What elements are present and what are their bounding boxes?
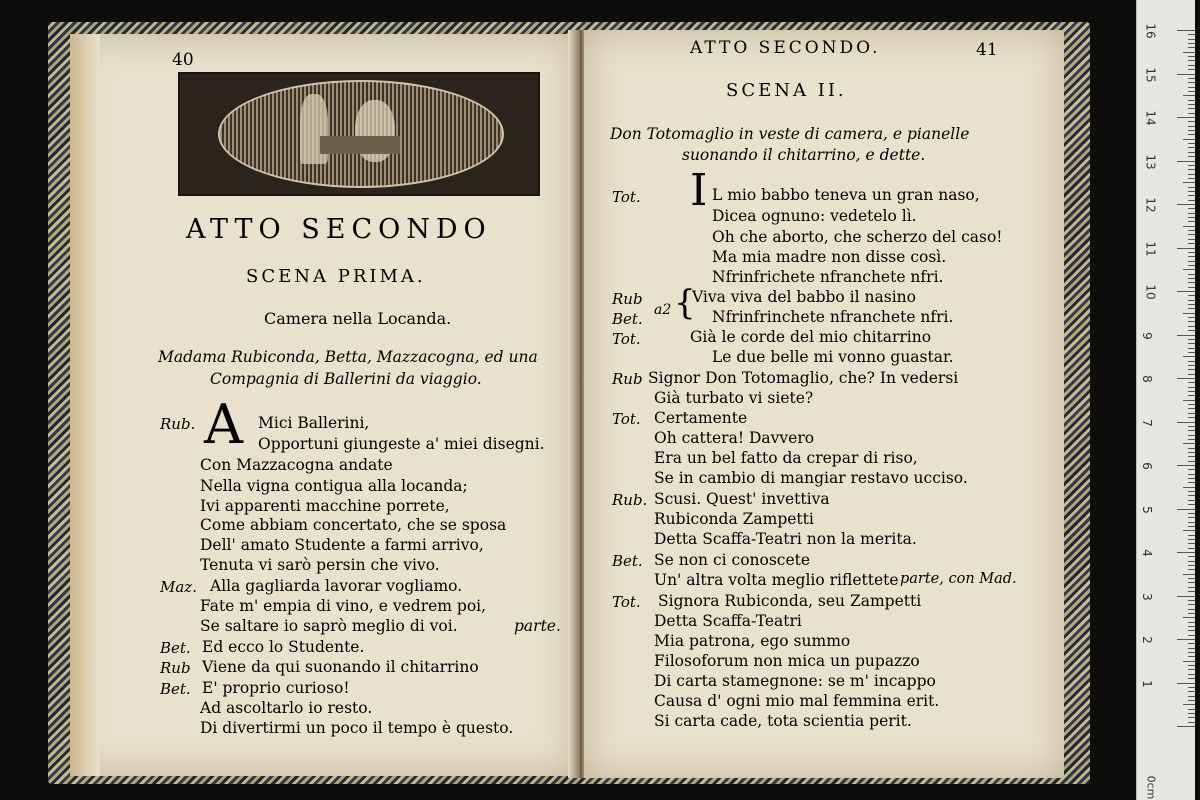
verse-line: Viva viva del babbo il nasino — [692, 288, 916, 306]
ruler-tick — [1177, 335, 1195, 336]
ruler-tick — [1188, 517, 1195, 518]
ruler-tick — [1188, 217, 1195, 218]
ruler-tick — [1188, 100, 1195, 101]
ruler-tick — [1188, 108, 1195, 109]
ruler-tick — [1188, 65, 1195, 66]
ruler-tick — [1188, 365, 1195, 366]
ruler-tick — [1188, 282, 1195, 283]
a-due-marker: a2 — [654, 302, 672, 318]
verse-line: Detta Scaffa-Teatri non la merita. — [654, 530, 917, 548]
ruler-tick — [1188, 435, 1195, 436]
verse-line: Mici Ballerini, — [258, 414, 370, 432]
ruler-tick — [1188, 374, 1195, 375]
ruler-tick — [1188, 413, 1195, 414]
verse-line: Già turbato vi siete? — [654, 389, 814, 407]
ruler-tick — [1188, 569, 1195, 570]
ruler-tick — [1188, 687, 1195, 688]
right-page-number: 41 — [976, 40, 998, 60]
ruler-tick — [1188, 426, 1195, 427]
ruler-tick — [1188, 348, 1195, 349]
ruler-tick — [1188, 543, 1195, 544]
ruler-tick — [1188, 713, 1195, 714]
ruler-tick — [1188, 408, 1195, 409]
verse-line: Si carta cade, tota scientia perit. — [654, 712, 912, 730]
ruler-tick — [1188, 256, 1195, 257]
ruler-number: 1 — [1139, 679, 1154, 688]
verse-line: Già le corde del mio chitarrino — [690, 328, 932, 346]
ruler-tick — [1188, 587, 1195, 588]
ruler-tick — [1188, 565, 1195, 566]
ruler-tick — [1183, 704, 1195, 705]
ruler-tick — [1188, 548, 1195, 549]
ruler-tick — [1188, 495, 1195, 496]
ruler-tick — [1177, 509, 1195, 510]
ruler-tick — [1188, 234, 1195, 235]
left-page-number: 40 — [172, 50, 194, 70]
speaker: Maz. — [160, 578, 197, 596]
ruler-tick — [1188, 47, 1195, 48]
ruler-number: 11 — [1143, 240, 1158, 257]
ruler-tick — [1188, 82, 1195, 83]
verse-line: Ed ecco lo Studente. — [202, 638, 365, 656]
stage-direction: parte, con Mad. — [900, 571, 1017, 587]
ruler-tick — [1188, 417, 1195, 418]
ruler-tick — [1188, 500, 1195, 501]
ruler-tick — [1188, 526, 1195, 527]
ruler-tick — [1188, 78, 1195, 79]
ruler-tick — [1188, 626, 1195, 627]
verse-line: Le due belle mi vonno guastar. — [712, 348, 954, 366]
ruler-tick — [1188, 665, 1195, 666]
ruler-tick — [1177, 161, 1195, 162]
ruler-tick — [1188, 87, 1195, 88]
ruler-tick — [1188, 504, 1195, 505]
verse-line: Se in cambio di mangiar restavo ucciso. — [654, 469, 968, 487]
ruler-tick — [1188, 678, 1195, 679]
ruler-tick — [1188, 691, 1195, 692]
verse-line: Causa d' ogni mio mal femmina erit. — [654, 692, 940, 710]
ruler-tick — [1177, 378, 1195, 379]
ruler-tick — [1188, 387, 1195, 388]
ruler-tick — [1188, 696, 1195, 697]
ruler-tick — [1188, 174, 1195, 175]
ruler-tick — [1188, 156, 1195, 157]
ruler-tick — [1183, 487, 1195, 488]
brace: { — [674, 283, 696, 323]
ruler-number: 8 — [1139, 375, 1154, 383]
ruler-number: 13 — [1143, 153, 1158, 170]
ruler-tick — [1188, 278, 1195, 279]
ruler-tick — [1188, 439, 1195, 440]
ruler-tick — [1183, 95, 1195, 96]
ruler-tick — [1188, 513, 1195, 514]
speaker: Bet. — [160, 639, 191, 657]
ruler-number: 4 — [1139, 549, 1154, 557]
ruler-tick — [1188, 330, 1195, 331]
verse-line: Nella vigna contigua alla locanda; — [200, 477, 468, 495]
ruler-tick — [1188, 56, 1195, 57]
ruler-tick — [1188, 669, 1195, 670]
ruler-tick — [1188, 178, 1195, 179]
verse-line: Nfrinfrinchete nfranchete nfri. — [712, 308, 954, 326]
ruler-tick — [1188, 130, 1195, 131]
speaker: Rub. — [160, 415, 196, 433]
ruler-tick — [1183, 182, 1195, 183]
ruler-tick — [1188, 287, 1195, 288]
ruler-tick — [1188, 539, 1195, 540]
ruler-tick — [1188, 609, 1195, 610]
ruler-tick — [1188, 230, 1195, 231]
ruler-number: 14 — [1143, 110, 1158, 126]
speaker: Tot. — [612, 410, 641, 428]
speaker: Tot. — [612, 593, 641, 611]
ruler-tick — [1177, 204, 1195, 205]
ruler-tick — [1177, 30, 1195, 31]
ruler-tick — [1177, 639, 1195, 640]
left-page-edge — [70, 34, 100, 776]
cast-line: Madama Rubiconda, Betta, Mazzacogna, ed una — [158, 348, 538, 366]
ruler-tick — [1177, 117, 1195, 118]
vignette-table — [320, 136, 400, 154]
ruler-tick — [1188, 60, 1195, 61]
ruler-tick — [1188, 165, 1195, 166]
ruler-tick — [1188, 474, 1195, 475]
verse-line: Era un bel fatto da crepar di riso, — [654, 449, 918, 467]
ruler-tick — [1188, 622, 1195, 623]
ruler-tick — [1188, 478, 1195, 479]
verse-line: Di carta stamegnone: se m' incappo — [654, 672, 936, 690]
verse-line: Viene da qui suonando il chitarrino — [202, 658, 479, 676]
ruler-tick — [1177, 248, 1195, 249]
ruler-tick — [1183, 661, 1195, 662]
ruler-number: 6 — [1139, 462, 1154, 470]
ruler-tick — [1188, 200, 1195, 201]
running-header: ATTO SECONDO. — [690, 38, 881, 58]
ruler-tick — [1177, 683, 1195, 684]
drop-cap: I — [690, 165, 708, 216]
ruler-tick — [1188, 134, 1195, 135]
ruler-tick — [1188, 448, 1195, 449]
ruler-tick — [1188, 126, 1195, 127]
verse-line: Opportuni giungeste a' miei disegni. — [258, 435, 545, 453]
verse-line: Se non ci conoscete — [654, 551, 811, 569]
ruler-tick — [1188, 469, 1195, 470]
ruler-tick — [1188, 121, 1195, 122]
ruler-tick — [1188, 34, 1195, 35]
ruler-number: 12 — [1143, 197, 1158, 213]
ruler-tick — [1188, 395, 1195, 396]
ruler-tick — [1188, 452, 1195, 453]
verse-line: Se saltare io saprò meglio di voi. — [200, 617, 458, 635]
ruler-tick — [1183, 530, 1195, 531]
ruler-tick — [1188, 39, 1195, 40]
ruler-tick — [1188, 391, 1195, 392]
ruler-tick — [1188, 300, 1195, 301]
ruler-tick — [1188, 522, 1195, 523]
speaker: Tot. — [612, 330, 641, 348]
ruler-tick — [1188, 674, 1195, 675]
ruler-tick — [1188, 261, 1195, 262]
ruler-tick — [1188, 326, 1195, 327]
ruler-tick — [1188, 113, 1195, 114]
ruler-tick — [1188, 578, 1195, 579]
ruler-number: 5 — [1139, 505, 1154, 514]
ruler-tick — [1188, 308, 1195, 309]
ruler-tick — [1183, 139, 1195, 140]
ruler-tick — [1188, 648, 1195, 649]
ruler-tick — [1188, 147, 1195, 148]
ruler-tick — [1188, 69, 1195, 70]
ruler-tick — [1188, 221, 1195, 222]
cast-line: Compagnia di Ballerini da viaggio. — [210, 370, 482, 388]
ruler-tick — [1188, 535, 1195, 536]
ruler-tick — [1183, 443, 1195, 444]
ruler-tick — [1188, 321, 1195, 322]
speaker: Rub. — [612, 491, 648, 509]
ruler-tick — [1188, 561, 1195, 562]
speaker: Bet. — [612, 310, 643, 328]
verse-line: Rubiconda Zampetti — [654, 510, 814, 528]
ruler-tick — [1188, 613, 1195, 614]
ruler-number: 10 — [1143, 284, 1158, 300]
ruler-unit-label: 0cm — [1144, 775, 1158, 800]
ruler-tick — [1188, 461, 1195, 462]
ruler-tick — [1188, 152, 1195, 153]
ruler-tick — [1188, 709, 1195, 710]
ruler-tick — [1188, 700, 1195, 701]
verse-line: Con Mazzacogna andate — [200, 456, 393, 474]
ruler-tick — [1183, 269, 1195, 270]
ruler-tick — [1188, 652, 1195, 653]
ruler-tick — [1183, 313, 1195, 314]
ruler-tick — [1188, 239, 1195, 240]
ruler-tick — [1183, 226, 1195, 227]
ruler-tick — [1183, 617, 1195, 618]
speaker: Bet. — [612, 552, 643, 570]
verse-line: Dicea ognuno: vedetelo lì. — [712, 207, 917, 225]
ruler-tick — [1188, 104, 1195, 105]
verse-line: Oh cattera! Davvero — [654, 429, 815, 447]
ruler-tick — [1183, 356, 1195, 357]
ruler-tick — [1188, 722, 1195, 723]
speaker: Rub — [160, 659, 191, 677]
verse-line: Ma mia madre non disse così. — [712, 248, 947, 266]
ruler-number: 7 — [1139, 418, 1154, 427]
ruler-number: 2 — [1139, 636, 1154, 644]
verse-line: Signora Rubiconda, seu Zampetti — [658, 592, 922, 610]
verse-line: Ad ascoltarlo io resto. — [200, 699, 373, 717]
ruler-tick — [1177, 422, 1195, 423]
verse-line: Come abbiam concertato, che se sposa — [200, 516, 507, 534]
ruler-tick — [1177, 552, 1195, 553]
ruler-tick — [1188, 169, 1195, 170]
ruler-tick — [1188, 317, 1195, 318]
ruler-tick — [1177, 726, 1195, 727]
ruler-tick — [1183, 400, 1195, 401]
ruler-tick — [1188, 339, 1195, 340]
ruler-tick — [1183, 574, 1195, 575]
ruler-tick — [1188, 91, 1195, 92]
measuring-ruler — [1136, 0, 1195, 800]
speaker: Tot. — [612, 188, 641, 206]
ruler-tick — [1177, 74, 1195, 75]
verse-line: Mia patrona, ego summo — [654, 632, 851, 650]
ruler-number: 15 — [1143, 66, 1158, 83]
verse-line: Tenuta vi sarò persin che vivo. — [200, 556, 440, 574]
act-title: ATTO SECONDO — [186, 214, 492, 245]
verse-line: Scusi. Quest' invettiva — [654, 490, 830, 508]
cast-line: suonando il chitarrino, e dette. — [682, 146, 926, 164]
ruler-tick — [1188, 656, 1195, 657]
speaker: Bet. — [160, 680, 191, 698]
ruler-tick — [1188, 213, 1195, 214]
verse-line: Filosoforum non mica un pupazzo — [654, 652, 920, 670]
ruler-tick — [1188, 243, 1195, 244]
ruler-tick — [1188, 491, 1195, 492]
verse-line: Un' altra volta meglio riflettete — [654, 571, 899, 589]
ruler-tick — [1188, 361, 1195, 362]
woodcut-vignette — [178, 72, 540, 196]
ruler-number: 3 — [1139, 592, 1154, 601]
drop-cap: A — [204, 393, 243, 456]
verse-line: Oh che aborto, che scherzo del caso! — [712, 228, 1003, 246]
ruler-tick — [1188, 600, 1195, 601]
ruler-tick — [1177, 291, 1195, 292]
stage-direction: parte. — [514, 617, 561, 635]
ruler-tick — [1188, 482, 1195, 483]
ruler-number: 9 — [1139, 331, 1154, 340]
ruler-tick — [1188, 369, 1195, 370]
ruler-tick — [1188, 274, 1195, 275]
speaker: Rub — [612, 290, 643, 308]
speaker: Rub — [612, 370, 643, 388]
ruler-tick — [1188, 604, 1195, 605]
ruler-tick — [1188, 456, 1195, 457]
ruler-tick — [1188, 143, 1195, 144]
verse-line: Ivi apparenti macchine porrete, — [200, 497, 450, 515]
ruler-tick — [1188, 582, 1195, 583]
cast-line: Don Totomaglio in veste di camera, e pianelle — [610, 125, 970, 143]
ruler-tick — [1188, 352, 1195, 353]
ruler-tick — [1188, 635, 1195, 636]
verse-line: Di divertirmi un poco il tempo è questo. — [200, 719, 514, 737]
ruler-tick — [1188, 208, 1195, 209]
ruler-tick — [1188, 630, 1195, 631]
ruler-tick — [1188, 191, 1195, 192]
scene-title: SCENA PRIMA. — [246, 266, 426, 287]
ruler-tick — [1188, 43, 1195, 44]
ruler-tick — [1188, 265, 1195, 266]
ruler-tick — [1188, 195, 1195, 196]
ruler-tick — [1188, 404, 1195, 405]
scene-setting: Camera nella Locanda. — [264, 309, 452, 328]
ruler-tick — [1188, 556, 1195, 557]
ruler-tick — [1188, 591, 1195, 592]
ruler-tick — [1177, 596, 1195, 597]
ruler-tick — [1183, 52, 1195, 53]
verse-line: Alla gagliarda lavorar vogliamo. — [210, 577, 463, 595]
verse-line: Certamente — [654, 409, 748, 427]
scene-title: SCENA II. — [726, 80, 847, 101]
ruler-tick — [1188, 717, 1195, 718]
verse-line: Signor Don Totomaglio, che? In vedersi — [648, 369, 959, 387]
ruler-tick — [1188, 382, 1195, 383]
ruler-tick — [1188, 343, 1195, 344]
verse-line: Detta Scaffa-Teatri — [654, 612, 802, 630]
ruler-number: 16 — [1143, 23, 1158, 39]
ruler-tick — [1188, 187, 1195, 188]
ruler-tick — [1188, 295, 1195, 296]
ruler-tick — [1188, 430, 1195, 431]
verse-line: Dell' amato Studente a farmi arrivo, — [200, 536, 484, 554]
verse-line: L mio babbo teneva un gran naso, — [712, 186, 980, 204]
ruler-tick — [1188, 643, 1195, 644]
ruler-tick — [1188, 252, 1195, 253]
verse-line: Nfrinfrichete nfranchete nfri. — [712, 268, 944, 286]
ruler-tick — [1188, 304, 1195, 305]
ruler-tick — [1177, 465, 1195, 466]
verse-line: E' proprio curioso! — [202, 679, 350, 697]
verse-line: Fate m' empia di vino, e vedrem poi, — [200, 597, 487, 615]
